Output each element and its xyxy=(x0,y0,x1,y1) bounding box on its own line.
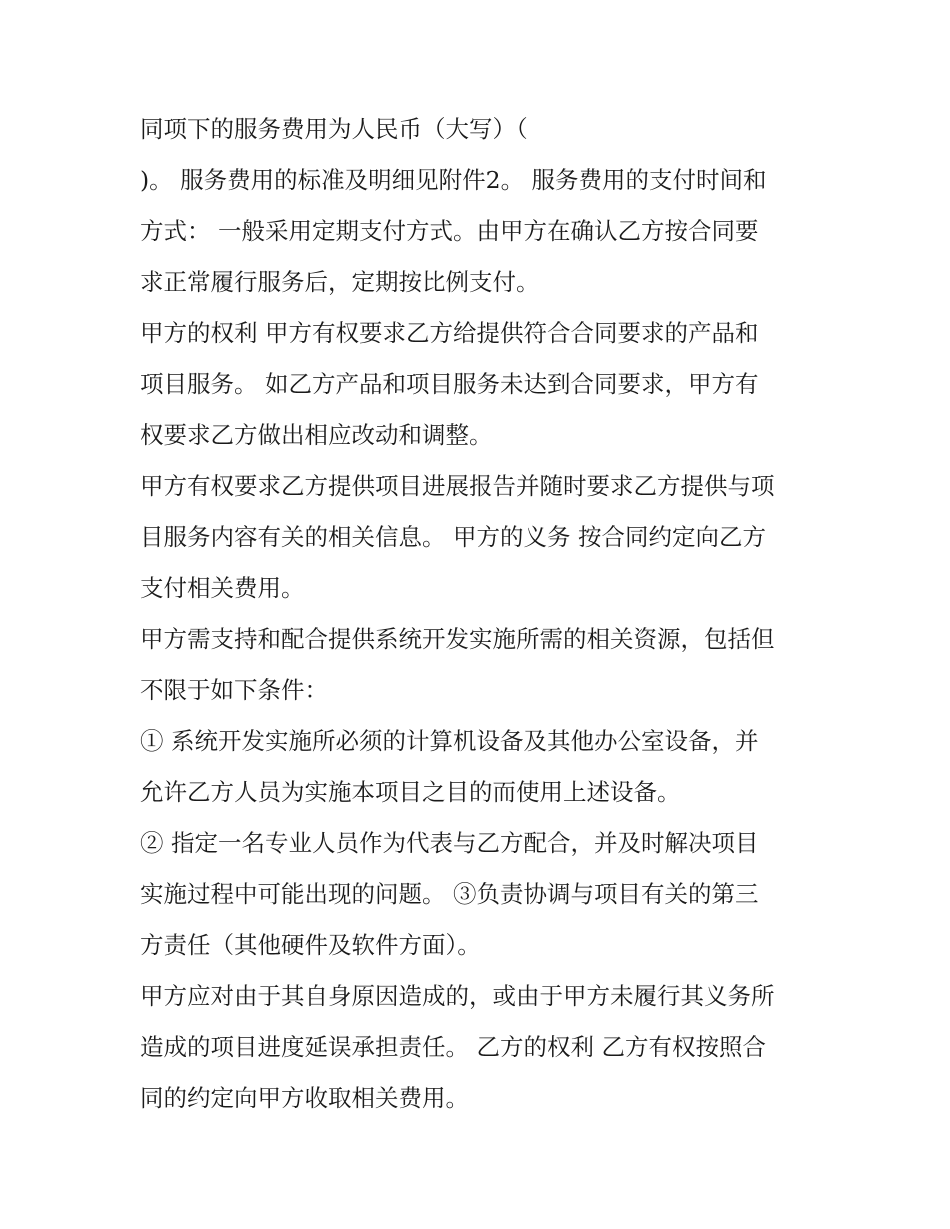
text-line: 求正常履行服务后，定期按比例支付。 xyxy=(140,268,540,296)
text-line: 同项下的服务费用为人民币（大写）（ xyxy=(140,115,528,143)
text-line: )。 服务费用的标准及明细见附件2。 服务费用的支付时间和 xyxy=(140,166,767,194)
text-line: 权要求乙方做出相应改动和调整。 xyxy=(140,421,493,449)
text-line: 甲方应对由于其自身原因造成的，或由于甲方未履行其义务所 xyxy=(140,982,775,1010)
text-line: 目服务内容有关的相关信息。 甲方的义务 按合同约定向乙方 xyxy=(140,523,766,551)
text-line: 造成的项目进度延误承担责任。 乙方的权利 乙方有权按照合 xyxy=(140,1033,766,1061)
text-line: ② 指定一名专业人员作为代表与乙方配合，并及时解决项目 xyxy=(140,829,759,857)
text-line: 方责任（其他硬件及软件方面）。 xyxy=(140,931,481,959)
text-line: ① 系统开发实施所必须的计算机设备及其他办公室设备，并 xyxy=(140,727,759,755)
text-line: 不限于如下条件： xyxy=(140,676,328,704)
text-line: 项目服务。 如乙方产品和项目服务未达到合同要求，甲方有 xyxy=(140,370,759,398)
text-line: 允许乙方人员为实施本项目之目的而使用上述设备。 xyxy=(140,778,681,806)
text-line: 方式： 一般采用定期支付方式。由甲方在确认乙方按合同要 xyxy=(140,217,759,245)
text-line: 甲方的权利 甲方有权要求乙方给提供符合合同要求的产品和 xyxy=(140,319,759,347)
text-line: 同的约定向甲方收取相关费用。 xyxy=(140,1084,469,1112)
text-line: 实施过程中可能出现的问题。 ③负责协调与项目有关的第三 xyxy=(140,880,759,908)
text-line: 甲方有权要求乙方提供项目进展报告并随时要求乙方提供与项 xyxy=(140,472,775,500)
document-body xyxy=(140,104,830,1124)
text-line: 支付相关费用。 xyxy=(140,574,305,602)
text-line: 甲方需支持和配合提供系统开发实施所需的相关资源，包括但 xyxy=(140,625,775,653)
